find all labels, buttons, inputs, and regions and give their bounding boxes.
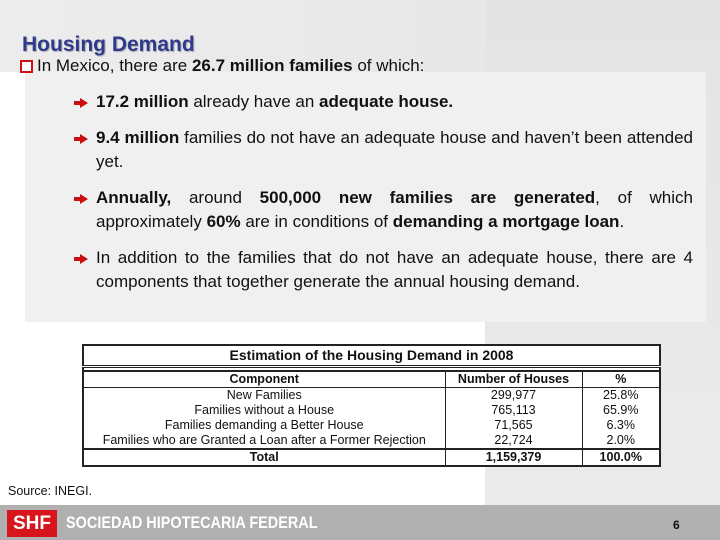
shf-logo: SHF [7, 510, 57, 537]
houses-cell: 22,724 [445, 433, 582, 449]
bullet-text: are in conditions of [240, 212, 393, 231]
arrow-bullet-icon [80, 98, 88, 108]
bullet-text: adequate house. [319, 92, 454, 111]
bullet-text: . [619, 212, 625, 231]
component-cell: Families who are Granted a Loan after a Former Rejection [83, 433, 445, 449]
component-cell: Families without a House [83, 403, 445, 418]
page-title: Housing Demand [22, 33, 195, 56]
col-houses: Number of Houses [445, 371, 582, 388]
bullet-text: demanding a mortgage loan [392, 212, 620, 231]
arrow-bullet-icon [80, 254, 88, 264]
percent-cell: 6.3% [582, 418, 660, 433]
col-component: Component [83, 371, 445, 388]
table-row [83, 418, 660, 433]
bullet-text: 17.2 million [96, 92, 189, 111]
total-label: Total [83, 449, 445, 466]
checkbox-bullet-icon [20, 60, 33, 73]
bullet-text: already have an [188, 92, 320, 111]
intro-bold: 26.7 million families [191, 56, 353, 75]
bullet-text: 500,000 new families are generated [259, 188, 596, 207]
bullet-text: families do not have an adequate house and haven’t been attended yet. [96, 128, 693, 171]
total-percent: 100.0% [582, 449, 660, 466]
page-number: 6 [673, 518, 680, 532]
arrow-bullet-icon [80, 194, 88, 204]
bullet-text: Annually, [96, 188, 172, 207]
houses-cell: 765,113 [445, 403, 582, 418]
component-cell: New Families [83, 387, 445, 403]
intro-line [20, 56, 424, 76]
bullet-text: 9.4 million [96, 128, 180, 147]
bullet-item [80, 90, 693, 114]
bullet-item [80, 246, 693, 294]
houses-cell: 71,565 [445, 418, 582, 433]
component-cell: Families demanding a Better House [83, 418, 445, 433]
bullet-text: around [171, 188, 260, 207]
housing-demand-table [82, 344, 661, 467]
intro-text: In Mexico, there are [37, 56, 192, 75]
table-row [83, 433, 660, 449]
arrow-bullet-icon [80, 134, 88, 144]
bullet-list [80, 90, 693, 306]
source-note: Source: INEGI. [8, 484, 93, 498]
bullet-text: , of which approximately [96, 188, 693, 231]
intro-text-end: of which: [352, 56, 425, 75]
col-percent: % [582, 371, 660, 388]
bullet-item [80, 186, 693, 234]
table-row [83, 403, 660, 418]
percent-cell: 2.0% [582, 433, 660, 449]
bullet-text: In addition to the families that do not have an adequate house, there are 4 components that together generate the annual housing demand. [96, 248, 693, 291]
bullet-text: 60% [206, 212, 241, 231]
table-title: Estimation of the Housing Demand in 2008 [83, 345, 660, 367]
percent-cell: 25.8% [582, 387, 660, 403]
bullet-item [80, 126, 693, 174]
percent-cell: 65.9% [582, 403, 660, 418]
total-houses: 1,159,379 [445, 449, 582, 466]
table-row [83, 387, 660, 403]
footer [0, 505, 720, 540]
houses-cell: 299,977 [445, 387, 582, 403]
org-name: SOCIEDAD HIPOTECARIA FEDERAL [66, 513, 318, 532]
